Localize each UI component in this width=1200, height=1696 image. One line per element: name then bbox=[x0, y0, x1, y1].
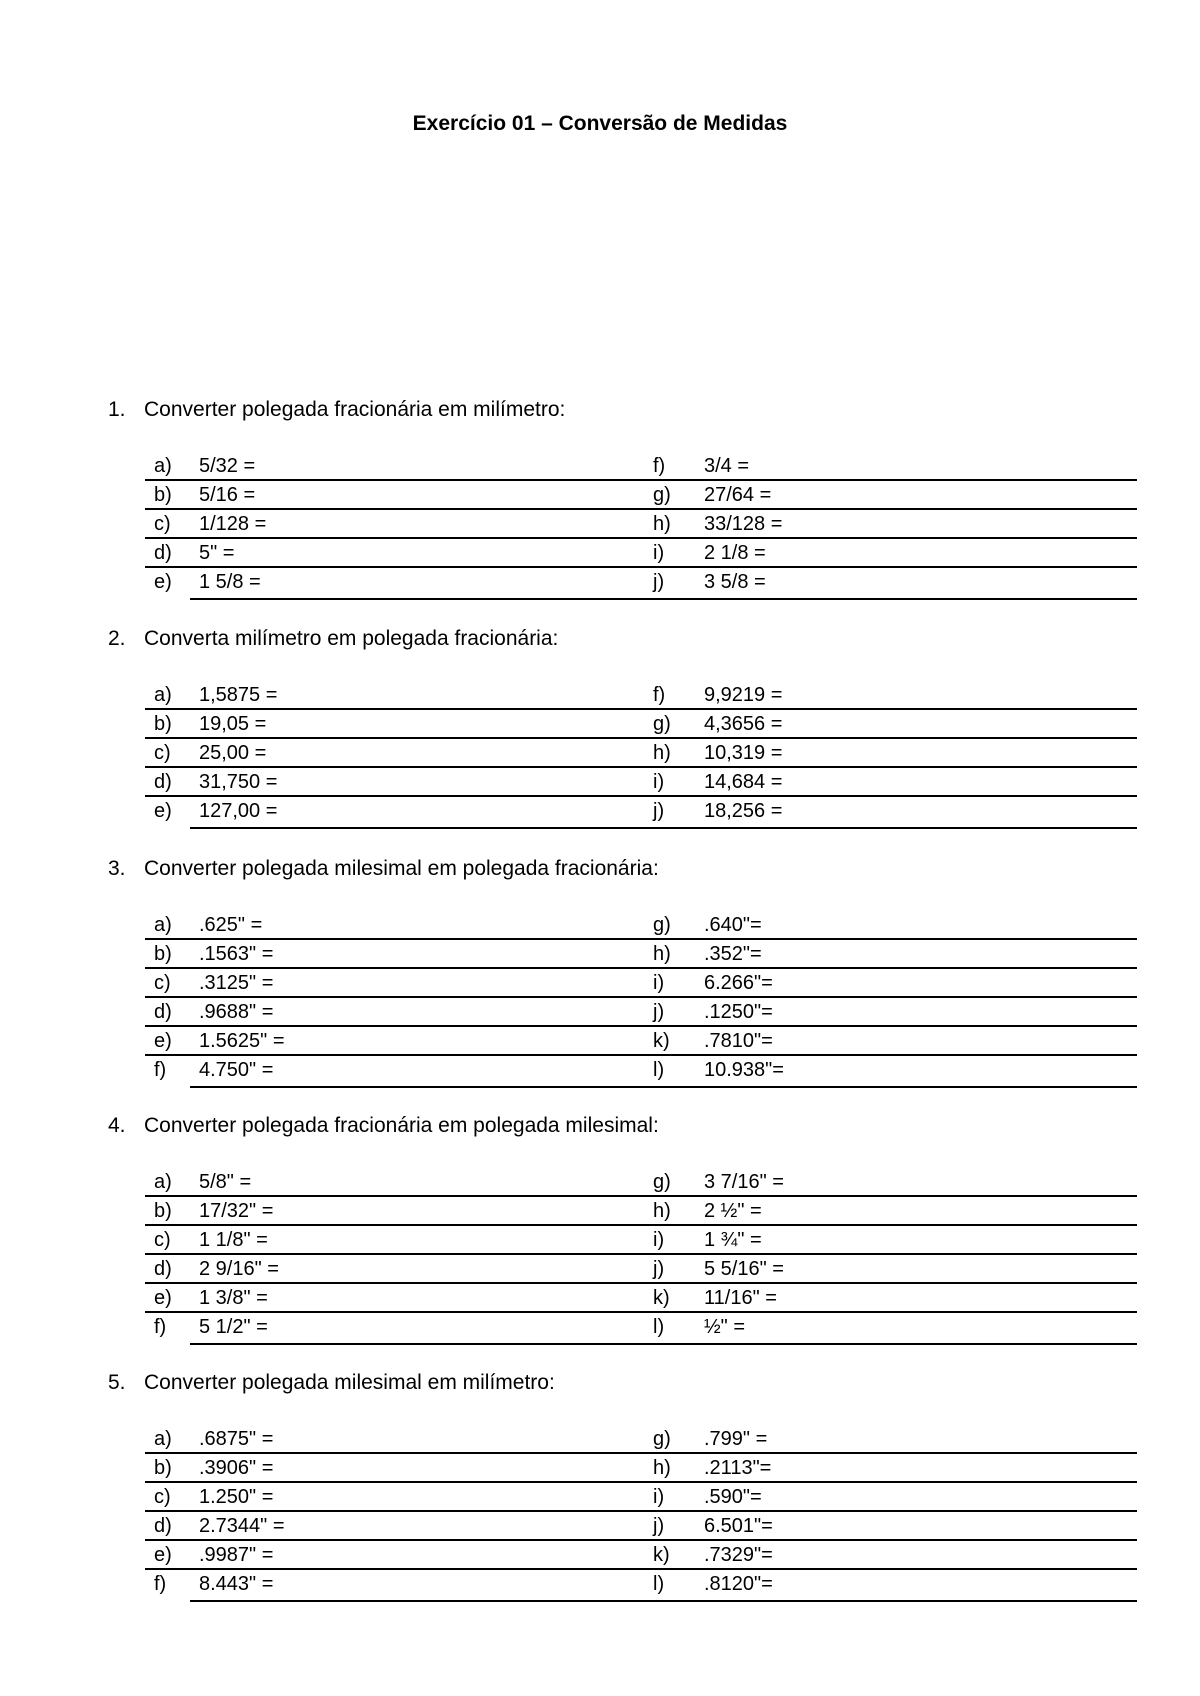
item-value: 3/4 = bbox=[704, 455, 750, 477]
item-label: b) bbox=[154, 713, 172, 735]
item-label: d) bbox=[154, 1258, 172, 1280]
item-value: 10,319 = bbox=[704, 742, 783, 764]
item-value: .9688" = bbox=[199, 1001, 274, 1023]
exercise-row bbox=[145, 998, 1137, 1027]
item-label: i) bbox=[653, 972, 665, 994]
item-label: a) bbox=[154, 684, 172, 706]
item-value: .7329"= bbox=[704, 1544, 773, 1566]
item-value: 8.443" = bbox=[199, 1573, 274, 1595]
exercise-row bbox=[145, 1168, 1137, 1197]
exercise-row bbox=[145, 940, 1137, 969]
item-label: i) bbox=[653, 1486, 665, 1508]
item-label: l) bbox=[653, 1316, 665, 1338]
item-value: 4,3656 = bbox=[704, 713, 783, 735]
section-heading bbox=[108, 857, 659, 881]
item-value: 19,05 = bbox=[199, 713, 267, 735]
section-heading-text: Converta milímetro em polegada fracionária: bbox=[144, 627, 559, 650]
exercise-row bbox=[145, 1197, 1137, 1226]
item-label: c) bbox=[154, 513, 171, 535]
section-heading bbox=[108, 627, 558, 651]
item-label: f) bbox=[154, 1573, 167, 1595]
item-label: e) bbox=[154, 1287, 172, 1309]
exercise-row bbox=[145, 911, 1137, 940]
item-value: 5/16 = bbox=[199, 484, 256, 506]
item-value: 27/64 = bbox=[704, 484, 772, 506]
item-value: 11/16" = bbox=[704, 1287, 777, 1309]
item-value: .799" = bbox=[704, 1428, 768, 1450]
item-label: j) bbox=[653, 1258, 665, 1280]
item-label: j) bbox=[653, 1001, 665, 1023]
item-value: 127,00 = bbox=[199, 800, 278, 822]
item-label: e) bbox=[154, 1030, 172, 1052]
item-label: d) bbox=[154, 1515, 172, 1537]
item-label: e) bbox=[154, 800, 172, 822]
item-value: 1 3/8" = bbox=[199, 1287, 268, 1309]
item-value: 17/32" = bbox=[199, 1200, 274, 1222]
item-value: 1.250" = bbox=[199, 1486, 274, 1508]
section-number: 4. bbox=[108, 1114, 126, 1137]
exercise-row bbox=[145, 1255, 1137, 1284]
section-number: 3. bbox=[108, 857, 126, 880]
exercise-row bbox=[145, 1056, 1137, 1085]
section-number: 2. bbox=[108, 627, 126, 650]
item-value: 6.501"= bbox=[704, 1515, 773, 1537]
section-heading-text: Converter polegada fracionária em milímetro: bbox=[144, 398, 566, 421]
item-label: d) bbox=[154, 771, 172, 793]
item-label: e) bbox=[154, 1544, 172, 1566]
item-label: k) bbox=[653, 1544, 670, 1566]
item-label: j) bbox=[653, 571, 665, 593]
item-value: 5/32 = bbox=[199, 455, 256, 477]
item-value: 2 ½" = bbox=[704, 1200, 762, 1222]
item-value: .590"= bbox=[704, 1486, 762, 1508]
exercise-row bbox=[145, 1454, 1137, 1483]
item-label: a) bbox=[154, 1428, 172, 1450]
item-label: i) bbox=[653, 1229, 665, 1251]
item-value: .1563" = bbox=[199, 943, 274, 965]
exercise-row bbox=[145, 539, 1137, 568]
item-value: 14,684 = bbox=[704, 771, 783, 793]
item-value: 2.7344" = bbox=[199, 1515, 285, 1537]
item-label: j) bbox=[653, 1515, 665, 1537]
item-value: .8120"= bbox=[704, 1573, 773, 1595]
item-value: 10.938"= bbox=[704, 1059, 784, 1081]
item-label: l) bbox=[653, 1573, 665, 1595]
item-value: 18,256 = bbox=[704, 800, 783, 822]
item-label: k) bbox=[653, 1287, 670, 1309]
exercise-row bbox=[145, 452, 1137, 481]
item-value: 4.750" = bbox=[199, 1059, 274, 1081]
item-value: .6875" = bbox=[199, 1428, 274, 1450]
item-value: .2113"= bbox=[704, 1457, 772, 1479]
item-label: g) bbox=[653, 1428, 671, 1450]
item-label: f) bbox=[653, 455, 666, 477]
item-value: 5 5/16" = bbox=[704, 1258, 784, 1280]
item-label: l) bbox=[653, 1059, 665, 1081]
exercise-row bbox=[145, 681, 1137, 710]
exercise-row bbox=[145, 768, 1137, 797]
item-label: k) bbox=[653, 1030, 670, 1052]
item-label: f) bbox=[653, 684, 666, 706]
exercise-row bbox=[145, 797, 1137, 826]
item-value: .3125" = bbox=[199, 972, 274, 994]
item-value: .352"= bbox=[704, 943, 762, 965]
item-label: b) bbox=[154, 1200, 172, 1222]
exercise-row bbox=[145, 1512, 1137, 1541]
exercise-row bbox=[145, 1541, 1137, 1570]
item-value: 1,5875 = bbox=[199, 684, 278, 706]
item-value: ½" = bbox=[704, 1316, 746, 1338]
page-title: Exercício 01 – Conversão de Medidas bbox=[412, 112, 788, 135]
item-label: b) bbox=[154, 943, 172, 965]
exercise-row bbox=[145, 1284, 1137, 1313]
exercise-row bbox=[145, 739, 1137, 768]
item-label: h) bbox=[653, 513, 671, 535]
section-number: 5. bbox=[108, 1371, 126, 1394]
item-value: 3 7/16" = bbox=[704, 1171, 784, 1193]
item-value: .1250"= bbox=[704, 1001, 773, 1023]
item-label: h) bbox=[653, 943, 671, 965]
item-label: a) bbox=[154, 914, 172, 936]
item-label: c) bbox=[154, 742, 171, 764]
exercise-row bbox=[145, 1570, 1137, 1599]
item-value: 1 1/8" = bbox=[199, 1229, 268, 1251]
section-heading bbox=[108, 398, 565, 422]
item-value: .640"= bbox=[704, 914, 762, 936]
exercise-row bbox=[145, 510, 1137, 539]
item-value: 25,00 = bbox=[199, 742, 267, 764]
item-label: h) bbox=[653, 1457, 671, 1479]
item-value: 3 5/8 = bbox=[704, 571, 766, 593]
item-label: f) bbox=[154, 1316, 167, 1338]
item-value: 31,750 = bbox=[199, 771, 278, 793]
item-label: a) bbox=[154, 455, 172, 477]
exercise-row bbox=[145, 568, 1137, 597]
exercise-row bbox=[145, 1425, 1137, 1454]
exercise-row bbox=[145, 1226, 1137, 1255]
exercise-row bbox=[145, 1483, 1137, 1512]
item-label: h) bbox=[653, 1200, 671, 1222]
item-value: 5" = bbox=[199, 542, 235, 564]
item-value: .625" = bbox=[199, 914, 263, 936]
item-label: j) bbox=[653, 800, 665, 822]
section-heading bbox=[108, 1114, 659, 1138]
item-label: d) bbox=[154, 542, 172, 564]
item-value: 6.266"= bbox=[704, 972, 773, 994]
exercise-row bbox=[145, 1027, 1137, 1056]
item-value: 5/8" = bbox=[199, 1171, 252, 1193]
item-label: c) bbox=[154, 1486, 171, 1508]
item-label: i) bbox=[653, 771, 665, 793]
item-label: c) bbox=[154, 972, 171, 994]
item-value: 1 5/8 = bbox=[199, 571, 261, 593]
item-label: g) bbox=[653, 484, 671, 506]
item-value: .9987" = bbox=[199, 1544, 274, 1566]
section-heading-text: Converter polegada milesimal em milímetro: bbox=[144, 1371, 555, 1394]
section-number: 1. bbox=[108, 398, 126, 421]
section-heading bbox=[108, 1371, 555, 1395]
item-value: 9,9219 = bbox=[704, 684, 783, 706]
item-label: g) bbox=[653, 713, 671, 735]
exercise-row bbox=[145, 710, 1137, 739]
item-label: h) bbox=[653, 742, 671, 764]
item-label: f) bbox=[154, 1059, 167, 1081]
item-value: 1 ¾" = bbox=[704, 1229, 762, 1251]
item-label: c) bbox=[154, 1229, 171, 1251]
item-value: 33/128 = bbox=[704, 513, 783, 535]
item-label: i) bbox=[653, 542, 665, 564]
item-label: d) bbox=[154, 1001, 172, 1023]
item-value: .7810"= bbox=[704, 1030, 773, 1052]
item-value: .3906" = bbox=[199, 1457, 274, 1479]
exercise-row bbox=[145, 481, 1137, 510]
item-value: 5 1/2" = bbox=[199, 1316, 268, 1338]
item-label: g) bbox=[653, 914, 671, 936]
exercise-row bbox=[145, 1313, 1137, 1342]
item-value: 1.5625" = bbox=[199, 1030, 285, 1052]
item-value: 2 1/8 = bbox=[704, 542, 766, 564]
item-label: a) bbox=[154, 1171, 172, 1193]
item-label: b) bbox=[154, 1457, 172, 1479]
item-value: 1/128 = bbox=[199, 513, 267, 535]
item-value: 2 9/16" = bbox=[199, 1258, 279, 1280]
item-label: b) bbox=[154, 484, 172, 506]
section-heading-text: Converter polegada milesimal em polegada fracionária: bbox=[144, 857, 659, 880]
exercise-row bbox=[145, 969, 1137, 998]
section-heading-text: Converter polegada fracionária em polegada milesimal: bbox=[144, 1114, 659, 1137]
item-label: g) bbox=[653, 1171, 671, 1193]
item-label: e) bbox=[154, 571, 172, 593]
